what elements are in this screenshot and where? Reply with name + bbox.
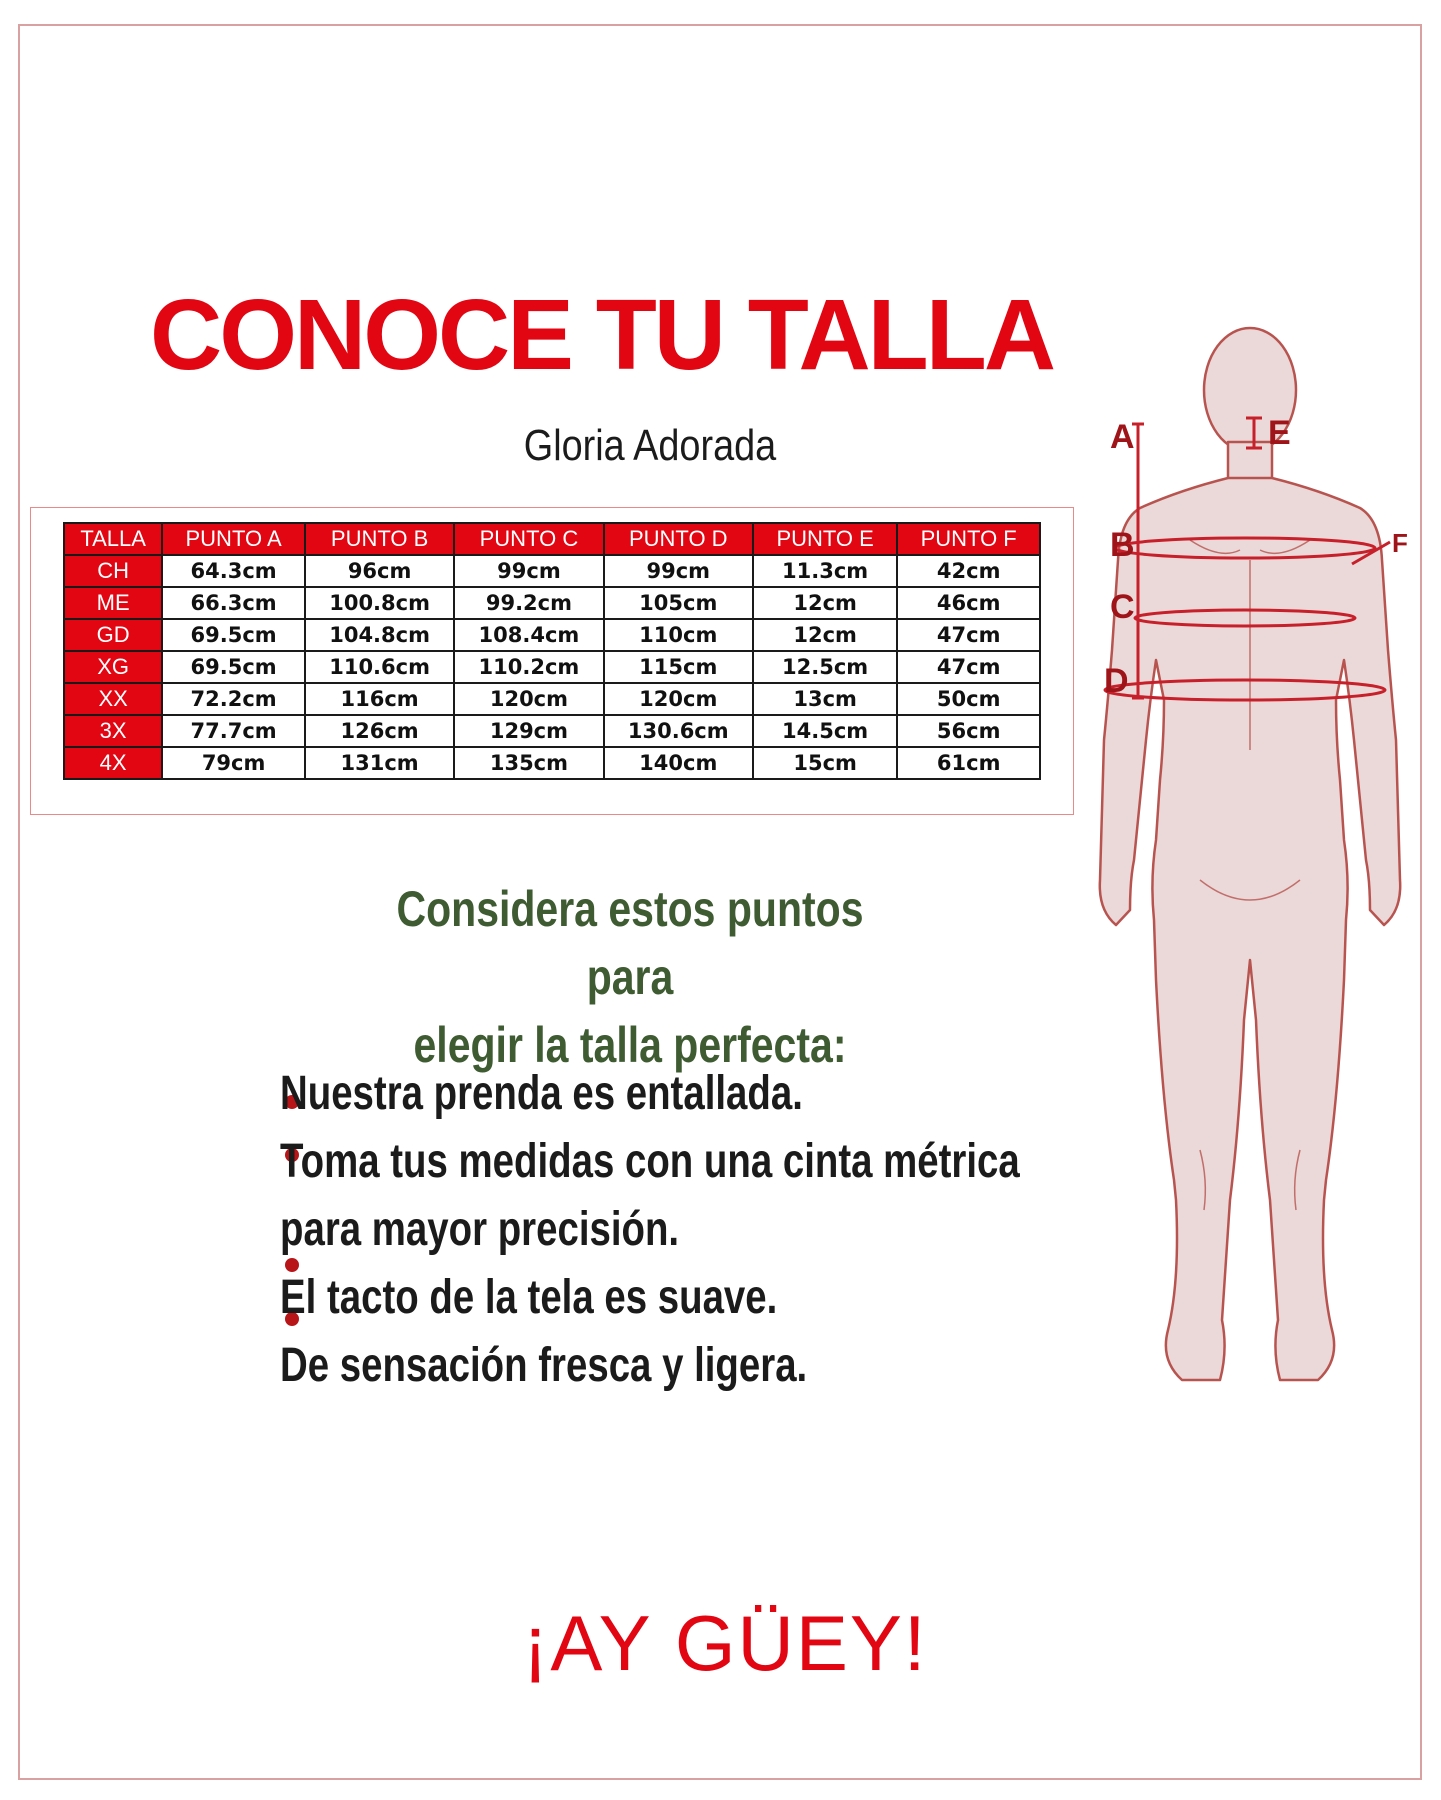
product-name: Gloria Adorada — [523, 421, 777, 470]
value-cell: 14.5cm — [753, 715, 897, 747]
value-cell: 110.2cm — [454, 651, 603, 683]
consider-heading — [359, 875, 900, 1079]
value-cell: 77.7cm — [162, 715, 305, 747]
value-cell: 104.8cm — [305, 619, 454, 651]
brand-logo: ¡AY GÜEY! — [522, 1599, 928, 1687]
table-row — [64, 587, 1040, 619]
value-cell: 56cm — [897, 715, 1040, 747]
value-cell: 11.3cm — [753, 555, 897, 587]
label-c: C — [1110, 588, 1135, 626]
value-cell: 99.2cm — [454, 587, 603, 619]
list-item: El tacto de la tela es suave. — [280, 1271, 778, 1324]
size-cell: GD — [64, 619, 162, 651]
value-cell: 61cm — [897, 747, 1040, 779]
body-measurement-figure-icon — [1090, 320, 1420, 1440]
value-cell: 135cm — [454, 747, 603, 779]
value-cell: 99cm — [454, 555, 603, 587]
list-item: De sensación fresca y ligera. — [280, 1339, 808, 1392]
label-b: B — [1110, 526, 1135, 564]
label-f: F — [1392, 528, 1408, 558]
tips-list — [280, 1060, 1100, 1400]
header-talla: TALLA — [64, 523, 162, 555]
header-punto-a: PUNTO A — [162, 523, 305, 555]
value-cell: 46cm — [897, 587, 1040, 619]
value-cell: 50cm — [897, 683, 1040, 715]
size-cell: 3X — [64, 715, 162, 747]
size-cell: CH — [64, 555, 162, 587]
size-cell: XG — [64, 651, 162, 683]
value-cell: 12.5cm — [753, 651, 897, 683]
value-cell: 140cm — [604, 747, 753, 779]
value-cell: 126cm — [305, 715, 454, 747]
value-cell: 99cm — [604, 555, 753, 587]
list-item: Nuestra prenda es entallada. — [280, 1067, 803, 1120]
header-punto-e: PUNTO E — [753, 523, 897, 555]
value-cell: 47cm — [897, 619, 1040, 651]
table-header-row — [64, 523, 1040, 555]
label-d: D — [1104, 662, 1129, 700]
value-cell: 13cm — [753, 683, 897, 715]
header-punto-c: PUNTO C — [454, 523, 603, 555]
page-title: CONOCE TU TALLA — [150, 279, 1054, 391]
table-row — [64, 555, 1040, 587]
value-cell: 120cm — [454, 683, 603, 715]
value-cell: 15cm — [753, 747, 897, 779]
value-cell: 12cm — [753, 619, 897, 651]
header-punto-f: PUNTO F — [897, 523, 1040, 555]
value-cell: 108.4cm — [454, 619, 603, 651]
consider-line-2: elegir la talla perfecta: — [413, 1017, 847, 1073]
size-table — [63, 522, 1041, 780]
value-cell: 12cm — [753, 587, 897, 619]
size-cell: 4X — [64, 747, 162, 779]
value-cell: 64.3cm — [162, 555, 305, 587]
size-cell: ME — [64, 587, 162, 619]
size-cell: XX — [64, 683, 162, 715]
value-cell: 110.6cm — [305, 651, 454, 683]
label-a: A — [1110, 418, 1135, 456]
value-cell: 115cm — [604, 651, 753, 683]
header-punto-b: PUNTO B — [305, 523, 454, 555]
value-cell: 131cm — [305, 747, 454, 779]
value-cell: 120cm — [604, 683, 753, 715]
value-cell: 100.8cm — [305, 587, 454, 619]
value-cell: 105cm — [604, 587, 753, 619]
label-e: E — [1268, 414, 1291, 452]
list-item: Toma tus medidas con una cinta métrica — [280, 1135, 1020, 1188]
value-cell: 69.5cm — [162, 619, 305, 651]
header-punto-d: PUNTO D — [604, 523, 753, 555]
value-cell: 110cm — [604, 619, 753, 651]
table-row — [64, 651, 1040, 683]
table-row — [64, 715, 1040, 747]
value-cell: 42cm — [897, 555, 1040, 587]
value-cell: 66.3cm — [162, 587, 305, 619]
consider-line-1: Considera estos puntos para — [396, 881, 864, 1005]
value-cell: 72.2cm — [162, 683, 305, 715]
value-cell: 129cm — [454, 715, 603, 747]
value-cell: 69.5cm — [162, 651, 305, 683]
value-cell: 47cm — [897, 651, 1040, 683]
value-cell: 79cm — [162, 747, 305, 779]
table-row — [64, 619, 1040, 651]
table-row — [64, 747, 1040, 779]
value-cell: 116cm — [305, 683, 454, 715]
value-cell: 130.6cm — [604, 715, 753, 747]
value-cell: 96cm — [305, 555, 454, 587]
table-row — [64, 683, 1040, 715]
list-item: para mayor precisión. — [280, 1203, 680, 1256]
